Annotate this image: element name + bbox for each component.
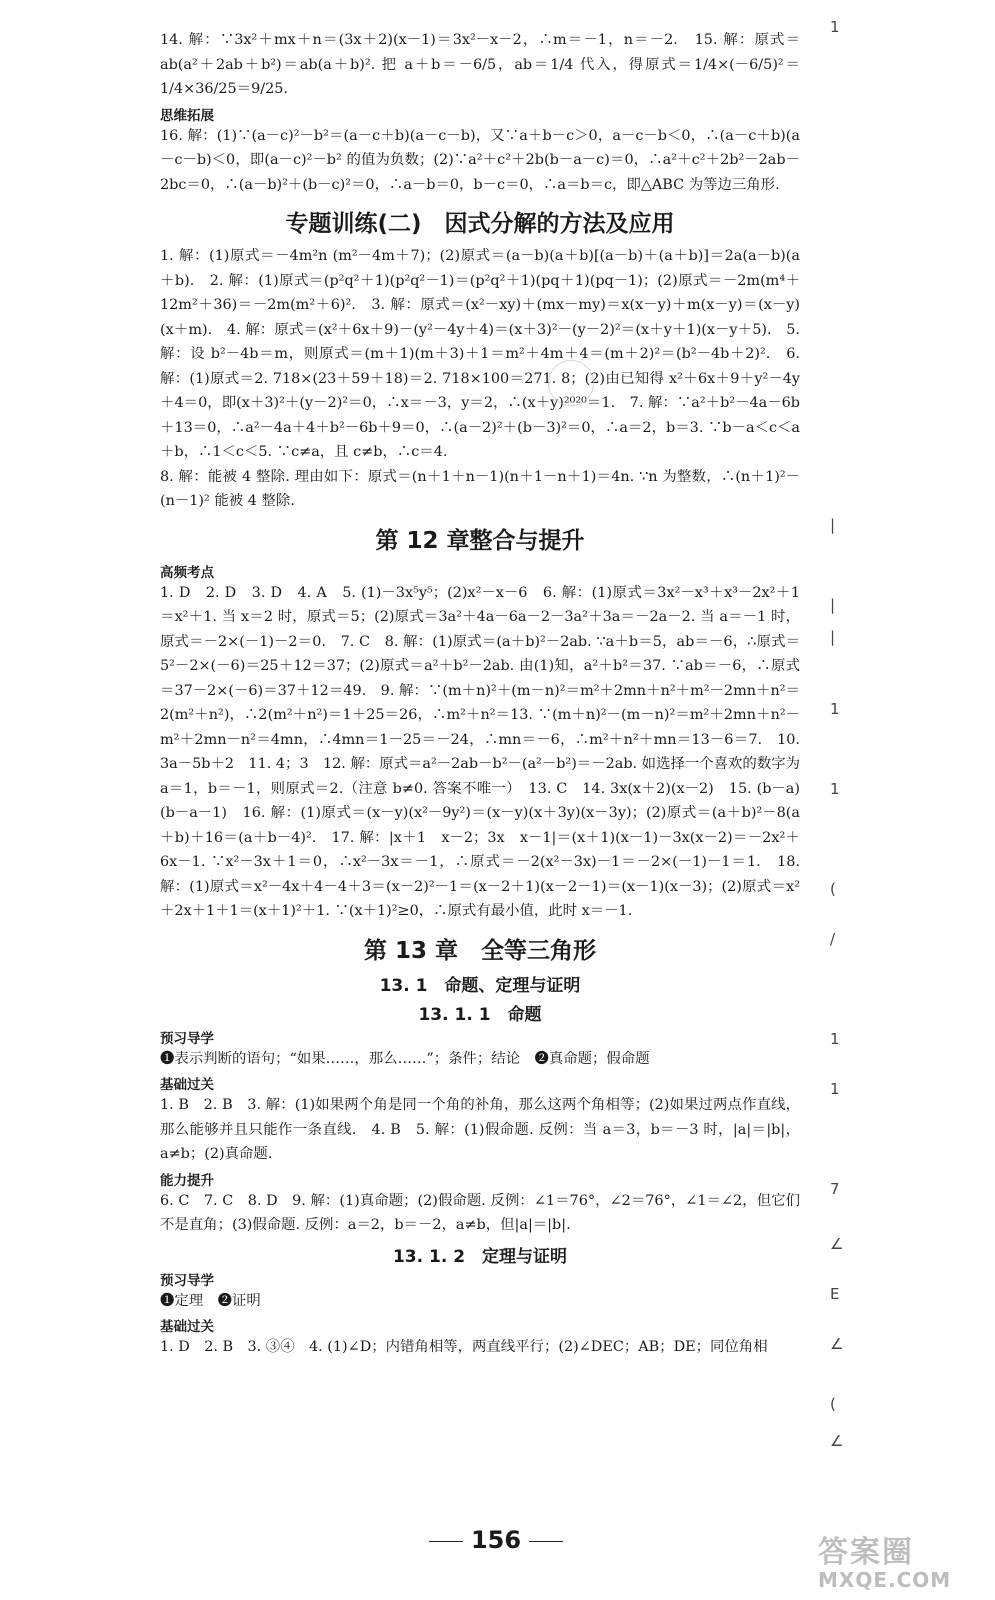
page-number-dash-right bbox=[529, 1541, 563, 1542]
right-edge-glyph: | bbox=[830, 516, 836, 534]
right-edge-glyph: 1 bbox=[830, 1080, 840, 1098]
chapter-heading: 第 13 章 全等三角形 bbox=[363, 937, 597, 964]
watermark bbox=[818, 1535, 990, 1594]
answer-paragraph: 1. B 2. B 3. 解：(1)如果两个角是同一个角的补角，那么这两个角相等；(2)如果过两点作直线，那么能够并且只能作一条直线. 4. B 5. 解：(1)假命题. 反例：当 a＝3，b＝－3 时，|a|＝|b|，a≠b；(2)真命题. bbox=[160, 1097, 800, 1162]
right-edge-glyph: / bbox=[830, 930, 836, 948]
page-number bbox=[416, 1526, 576, 1554]
right-edge-glyph: ∠ bbox=[830, 1335, 844, 1353]
answer-paragraph: 14. 解：∵3x²＋mx＋n＝(3x＋2)(x－1)＝3x²－x－2，∴m＝－1，n＝－2. 15. 解：原式＝ab(a²＋2ab＋b²)＝ab(a＋b)². 把 a＋b＝－6/5，ab＝1/4 代入，得原式＝1/4×(－6/5)²＝1/4×36/25＝9/25. bbox=[160, 32, 800, 97]
page-number-dash-left bbox=[429, 1541, 463, 1542]
chapter-heading: 第 12 章整合与提升 bbox=[375, 527, 585, 554]
section-heading: 13. 1. 2 定理与证明 bbox=[392, 1246, 568, 1267]
watermark-title: 答案圈 bbox=[818, 1535, 914, 1570]
subsection-label: 能力提升 bbox=[160, 1172, 214, 1189]
right-edge-glyph: | bbox=[830, 596, 836, 614]
subsection-label: 预习导学 bbox=[160, 1272, 214, 1289]
faint-stamp bbox=[548, 360, 594, 406]
right-edge-glyph: ( bbox=[830, 880, 836, 898]
chapter-heading: 专题训练(二) 因式分解的方法及应用 bbox=[285, 211, 675, 237]
answer-paragraph: ❶定理 ❷证明 bbox=[160, 1292, 261, 1309]
right-edge-glyph: ( bbox=[830, 1395, 836, 1413]
answer-paragraph: 6. C 7. C 8. D 9. 解：(1)真命题；(2)假命题. 反例：∠1＝76°，∠2＝76°，∠1＝∠2，但它们不是直角；(3)假命题. 反例：a＝2，b＝－2，a≠b，但|a|＝|b|. bbox=[160, 1192, 800, 1233]
answer-paragraph: 1. D 2. B 3. ③④ 4. (1)∠D；内错角相等，两直线平行；(2)∠DEC；AB；DE；同位角相 bbox=[160, 1339, 768, 1355]
answer-paragraph: 16. 解：(1)∵(a－c)²－b²＝(a－c＋b)(a－c－b)，又∵a＋b－c＞0，a－c－b＜0，∴(a－c＋b)(a－c－b)＜0，即(a－c)²－b² 的值为负数；(2)∵a²＋c²＋2b(b－a－c)＝0，∴a²＋c²＋2b²－2ab－2bc＝0，∴(a－b)²＋(b－c)²＝0，∴a－b＝0，b－c＝0，∴a＝b＝c，即△ABC 为等边三角形. bbox=[160, 127, 800, 193]
right-edge-glyph: 1 bbox=[830, 18, 840, 36]
answer-content bbox=[160, 28, 800, 1360]
watermark-url: MXQE.COM bbox=[818, 1568, 952, 1592]
right-edge-glyph: 7 bbox=[830, 1180, 840, 1198]
right-edge-glyph: 1 bbox=[830, 1030, 840, 1048]
answer-paragraph: 1. D 2. D 3. D 4. A 5. (1)－3x⁵y⁵；(2)x²－x－6 6. 解：(1)原式＝3x²－x³＋x³－2x²＋1＝x²＋1. 当 x＝2 时，原式＝5；(2)原式＝3a²＋4a－6a－2－3a²＋3a＝－2a－2. 当 a＝－1 时，原式＝－2×(－1)－2＝0. 7. C 8. 解：(1)原式＝(a＋b)²－2ab. ∵a＋b＝5，ab＝－6，∴原式＝5²－2×(－6)＝25＋12＝37；(2)原式＝a²＋b²－2ab. 由(1)知，a²＋b²＝37. ∵ab＝－6，∴原式＝37－2×(－6)＝37＋12＝49. 9. 解：∵(m＋n)²＋(m－n)²＝m²＋2mn＋n²＋m²－2mn＋n²＝2(m²＋n²)，∴2(m²＋n²)＝1＋25＝26，∴m²＋n²＝13. ∵(m＋n)²－(m－n)²＝m²＋2mn＋n²－m²＋2mn－n²＝4mn，∴4mn＝1－25＝－24，∴mn＝－6，∴m²＋n²＋mn＝13－6＝7. 10. 3a－5b＋2 11. 4；3 12. 解：原式＝a²－2ab－b²－(a²－b²)＝－2ab. 如选择一个喜欢的数字为 a＝1，b＝－1，则原式＝2.（注意 b≠0. 答案不唯一） 13. C 14. 3x(x＋2)(x－2) 15. (b－a)(b－a－1) 16. 解：(1)原式＝(x－y)(x²－9y²)＝(x－y)(x＋3y)(x－3y)；(2)原式＝(a＋b)²－8(a＋b)＋16＝(a＋b－4)². 17. 解：|x＋1 x－2；3x x－1|＝(x＋1)(x－1)－3x(x－2)＝－2x²＋6x－1. ∵x²－3x＋1＝0，∴x²－3x＝－1，∴原式＝－2(x²－3x)－1＝－2×(－1)－1＝1. 18. 解：(1)原式＝x²－4x＋4－4＋3＝(x－2)²－1＝(x－2＋1)(x－2－1)＝(x－1)(x－3)；(2)原式＝x²＋2x＋1＋1＝(x＋1)²＋1. ∵(x＋1)²≥0，∴原式有最小值，此时 x＝－1. bbox=[160, 584, 800, 919]
right-edge-glyph: ∠ bbox=[830, 1432, 844, 1450]
answer-paragraph: 1. 解：(1)原式＝－4m²n (m²－4m＋7)；(2)原式＝(a－b)(a＋b)[(a－b)＋(a＋b)]＝2a(a－b)(a＋b). 2. 解：(1)原式＝(p²q²＋1)(p²q²－1)＝(p²q²＋1)(pq＋1)(pq－1)；(2)原式＝－2m(m⁴＋12m²＋36)＝－2m(m²＋6)². 3. 解：原式＝(x²－xy)＋(mx－my)＝x(x－y)＋m(x－y)＝(x－y)(x＋m). 4. 解：原式＝(x²＋6x＋9)－(y²－4y＋4)＝(x＋3)²－(y－2)²＝(x＋y＋1)(x－y＋5). 5. 解：设 b²－4b＝m，则原式＝(m＋1)(m＋3)＋1＝m²＋4m＋4＝(m＋2)²＝(b²－4b＋2)². 6. 解：(1)原式＝2. 718×(23＋59＋18)＝2. 718×100＝271. 8；(2)由已知得 x²＋6x＋9＋y²－4y＋4＝0，即(x＋3)²＋(y－2)²＝0，∴x＝－3，y＝2，∴(x＋y)²⁰²⁰＝1. 7. 解：∵a²＋b²－4a－6b＋13＝0，∴a²－4a＋4＋b²－6b＋9＝0，∴(a－2)²＋(b－3)²＝0，∴a＝2，b＝3. ∵b－a＜c＜a＋b，∴1＜c＜5. ∵c≠a，且 c≠b，∴c＝4. bbox=[160, 248, 800, 460]
subsection-label: 高频考点 bbox=[160, 564, 214, 581]
page-number-text: 156 bbox=[470, 1526, 522, 1554]
section-heading: 13. 1 命题、定理与证明 bbox=[379, 975, 581, 996]
section-heading: 13. 1. 1 命题 bbox=[418, 1004, 542, 1025]
right-edge-glyph: E bbox=[830, 1285, 840, 1303]
right-edge-bleed bbox=[830, 0, 850, 1600]
subsection-label: 预习导学 bbox=[160, 1030, 214, 1047]
right-edge-glyph: ∠ bbox=[830, 1235, 844, 1253]
subsection-label: 基础过关 bbox=[160, 1077, 214, 1093]
right-edge-glyph: 1 bbox=[830, 780, 840, 798]
answer-paragraph: 8. 解：能被 4 整除. 理由如下：原式＝(n＋1＋n－1)(n＋1－n＋1)＝4n. ∵n 为整数，∴(n＋1)²－(n－1)² 能被 4 整除. bbox=[160, 468, 800, 509]
right-edge-glyph: | bbox=[830, 628, 836, 646]
answer-paragraph: ❶表示判断的语句；“如果……，那么……”；条件；结论 ❷真命题；假命题 bbox=[160, 1050, 650, 1067]
right-edge-glyph: 1 bbox=[830, 700, 840, 718]
subsection-label: 基础过关 bbox=[160, 1319, 214, 1335]
subsection-label: 思维拓展 bbox=[160, 107, 214, 124]
